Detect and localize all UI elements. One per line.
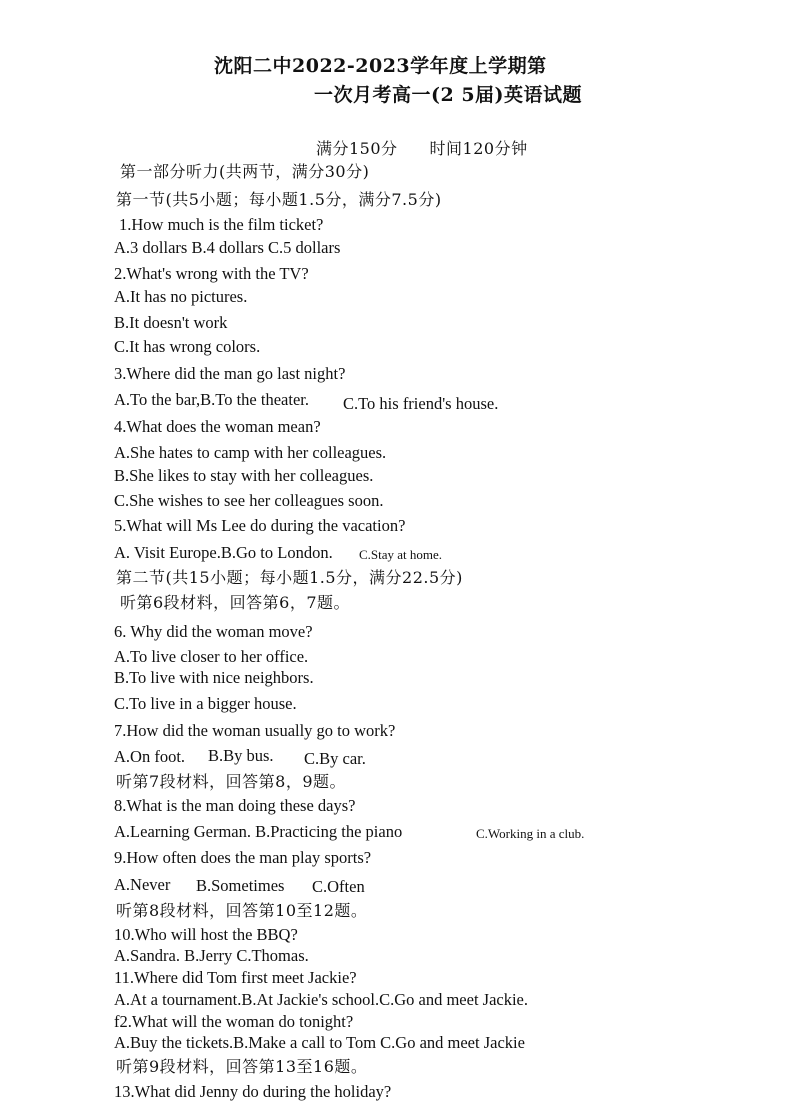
question-3: 3.Where did the man go last night? [114, 364, 346, 383]
question-13: 13.What did Jenny do during the holiday? [114, 1082, 392, 1101]
question-6-option-b: B.To live with nice neighbors. [114, 668, 314, 687]
instruction-passage-7: 听第7段材料，回答第8，9题。 [116, 772, 347, 791]
question-10: 10.Who will host the BBQ? [114, 925, 298, 944]
score-time-row [316, 139, 528, 159]
instruction-passage-8: 听第8段材料，回答第10至12题。 [116, 901, 368, 920]
question-6-option-c: C.To live in a bigger house. [114, 694, 297, 713]
question-10-options: A.Sandra. B.Jerry C.Thomas. [114, 946, 309, 965]
question-6-option-a: A.To live closer to her office. [114, 647, 309, 666]
question-4-option-a: A.She hates to camp with her colleagues. [114, 443, 387, 462]
question-3-option-c: C.To his friend's house. [343, 394, 499, 413]
question-12-options: A.Buy the tickets.B.Make a call to Tom C.Go and meet Jackie [114, 1033, 525, 1052]
question-7-option-b: B.By bus. [208, 746, 274, 765]
question-7: 7.How did the woman usually go to work? [114, 721, 396, 740]
question-2-option-a: A.It has no pictures. [114, 287, 248, 306]
question-2: 2.What's wrong with the TV? [114, 264, 309, 283]
question-1-options: A.3 dollars B.4 dollars C.5 dollars [114, 238, 341, 257]
question-5-options-ab: A. Visit Europe.B.Go to London. [114, 543, 333, 562]
part1-heading: 第一部分听力(共两节，满分30分) [120, 162, 370, 181]
question-8-option-c: C.Working in a club. [476, 826, 585, 841]
question-9-option-b: B.Sometimes [196, 876, 285, 895]
instruction-passage-6: 听第6段材料，回答第6，7题。 [120, 593, 351, 612]
question-3-options-ab: A.To the bar,B.To the theater. [114, 390, 309, 409]
section1-heading: 第一节(共5小题；每小题1.5分，满分7.5分) [116, 190, 442, 209]
question-2-option-b: B.It doesn't work [114, 313, 228, 332]
question-5-option-c: C.Stay at home. [359, 547, 443, 562]
question-11: 11.Where did Tom first meet Jackie? [114, 968, 357, 987]
question-7-option-a: A.On foot. [114, 747, 186, 766]
question-9-option-a: A.Never [114, 875, 171, 894]
exam-title-line2: 一次月考高一(2 5届)英语试题 [314, 84, 583, 106]
full-score: 满分150分 [316, 139, 398, 158]
question-12: f2.What will the woman do tonight? [114, 1012, 354, 1031]
question-9: 9.How often does the man play sports? [114, 848, 372, 867]
question-8: 8.What is the man doing these days? [114, 796, 356, 815]
question-5: 5.What will Ms Lee do during the vacation? [114, 516, 406, 535]
question-4-option-b: B.She likes to stay with her colleagues. [114, 466, 374, 485]
question-4-option-c: C.She wishes to see her colleagues soon. [114, 491, 384, 510]
question-1: 1.How much is the film ticket? [119, 215, 324, 234]
question-8-options-ab: A.Learning German. B.Practicing the piano [114, 822, 403, 841]
question-4: 4.What does the woman mean? [114, 417, 321, 436]
exam-title-line1: 沈阳二中2022-2023学年度上学期第 [214, 55, 547, 77]
question-2-option-c: C.It has wrong colors. [114, 337, 261, 356]
question-9-option-c: C.Often [312, 877, 365, 896]
exam-time: 时间120分钟 [429, 139, 528, 158]
instruction-passage-9: 听第9段材料，回答第13至16题。 [116, 1057, 368, 1076]
question-7-option-c: C.By car. [304, 749, 366, 768]
question-6: 6. Why did the woman move? [114, 622, 313, 641]
section2-heading: 第二节(共15小题；每小题1.5分，满分22.5分) [116, 568, 463, 587]
question-11-options: A.At a tournament.B.At Jackie's school.C.Go and meet Jackie. [114, 990, 528, 1009]
